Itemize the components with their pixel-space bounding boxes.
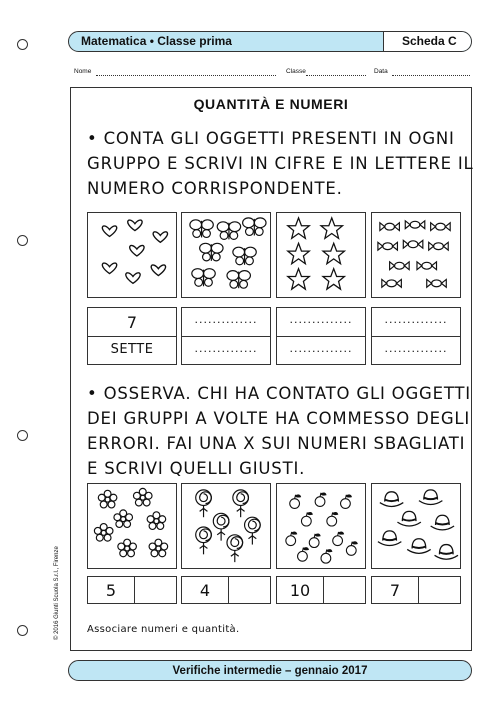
class-field[interactable] [306,75,366,76]
candies-icon [372,213,460,297]
count-value: 10 [289,581,311,600]
exercise2-instructions [87,381,471,481]
stars-icon [277,213,365,297]
copyright-notice: © 2016 Giunti Scuola S.r.l., Firenze [54,546,60,640]
answer-box-1 [87,307,177,365]
apples-group [276,483,366,569]
answer-words-input[interactable]: .............. [194,342,258,355]
count-box-4[interactable] [371,576,461,604]
subject-title: Matematica • Classe prima [81,34,232,48]
answer-digits: 7 [126,313,138,332]
answer-digits-input[interactable]: .............. [384,313,448,326]
learning-objective: Associare numeri e quantità. [87,624,240,635]
header-bar [68,31,472,52]
name-field[interactable] [96,75,276,76]
flowers-icon [88,484,176,568]
binder-hole-3 [17,430,28,441]
instruction-line: DEI GRUPPI A VOLTE HA COMMESSO DEGLI [87,409,471,428]
sheet-label: Scheda C [402,34,457,48]
exercise1-instructions [87,126,474,201]
footer-text: Verifiche intermedie – gennaio 2017 [172,665,368,677]
sheet-label-box [383,32,471,51]
flowers-group [87,483,177,569]
lollipops-icon [182,484,270,568]
class-label: Classe [286,68,306,75]
apples-icon [277,484,365,568]
count-box-3[interactable] [276,576,366,604]
worksheet-title: QUANTITÀ E NUMERI [193,96,349,112]
butterflies-icon [182,213,270,297]
stars-group [276,212,366,298]
butterflies-group [181,212,271,298]
name-label: Nome [74,68,92,75]
instruction-line: NUMERO CORRISPONDENTE. [87,179,343,198]
worksheet-card [70,87,472,651]
footer-bar [68,660,472,681]
count-box-2[interactable] [181,576,271,604]
hats-icon [372,484,460,568]
binder-hole-1 [17,39,28,50]
answer-words-input[interactable]: .............. [289,342,353,355]
instruction-line: • OSSERVA. CHI HA CONTATO GLI OGGETTI [87,384,471,403]
count-value: 7 [389,581,401,600]
date-field[interactable] [392,75,470,76]
lollipops-group [181,483,271,569]
answer-words: SETTE [110,342,154,357]
date-label: Data [374,68,388,75]
count-value: 5 [105,581,117,600]
answer-words-input[interactable]: .............. [384,342,448,355]
binder-hole-4 [17,625,28,636]
answer-digits-input[interactable]: .............. [194,313,258,326]
count-value: 4 [199,581,211,600]
hearts-icon [88,213,176,297]
answer-box-2 [181,307,271,365]
instruction-line: ERRORI. FAI UNA X SUI NUMERI SBAGLIATI [87,434,466,453]
answer-digits-input[interactable]: .............. [289,313,353,326]
hearts-group [87,212,177,298]
count-box-1[interactable] [87,576,177,604]
hats-group [371,483,461,569]
answer-box-3 [276,307,366,365]
answer-box-4 [371,307,461,365]
instruction-line: E SCRIVI QUELLI GIUSTI. [87,459,306,478]
instruction-line: • CONTA GLI OGGETTI PRESENTI IN OGNI [87,129,455,148]
candies-group [371,212,461,298]
binder-hole-2 [17,235,28,246]
instruction-line: GRUPPO E SCRIVI IN CIFRE E IN LETTERE IL [87,154,474,173]
